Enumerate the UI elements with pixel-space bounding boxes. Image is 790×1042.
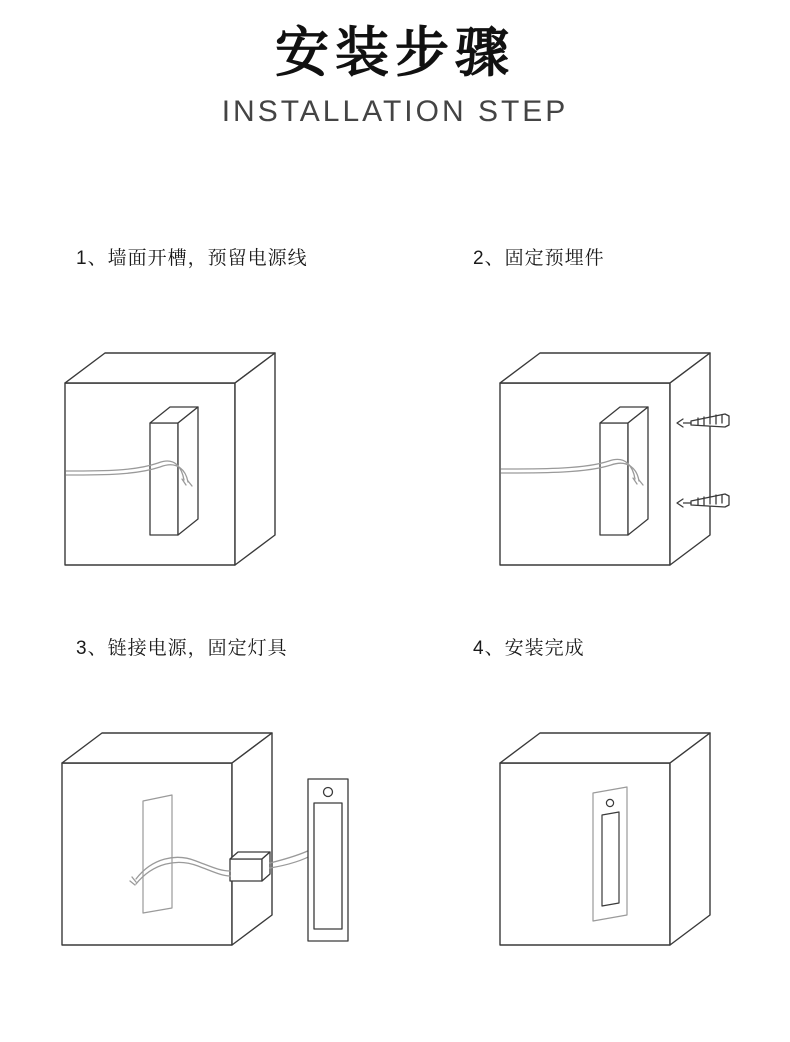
connect-power-and-mount-lamp-illustration — [0, 663, 395, 983]
fix-embedded-box-with-screws-illustration — [395, 273, 790, 593]
installation-complete-illustration — [395, 663, 790, 983]
installation-steps-grid — [0, 205, 790, 985]
step-1-label: 1、墙面开槽，预留电源线 — [76, 248, 308, 269]
step-4-label: 4、安装完成 — [473, 638, 585, 659]
step-3 — [0, 595, 395, 985]
step-2-label: 2、固定预埋件 — [473, 248, 605, 269]
page-title-en: INSTALLATION STEP — [221, 95, 569, 129]
page-header — [0, 0, 790, 129]
step-3-label: 3、链接电源，固定灯具 — [76, 638, 288, 659]
step-4 — [395, 595, 790, 985]
page-title-cn: 安装步骤 — [275, 23, 515, 83]
step-2 — [395, 205, 790, 595]
wall-slot-with-power-cable-illustration — [0, 273, 395, 593]
step-1 — [0, 205, 395, 595]
